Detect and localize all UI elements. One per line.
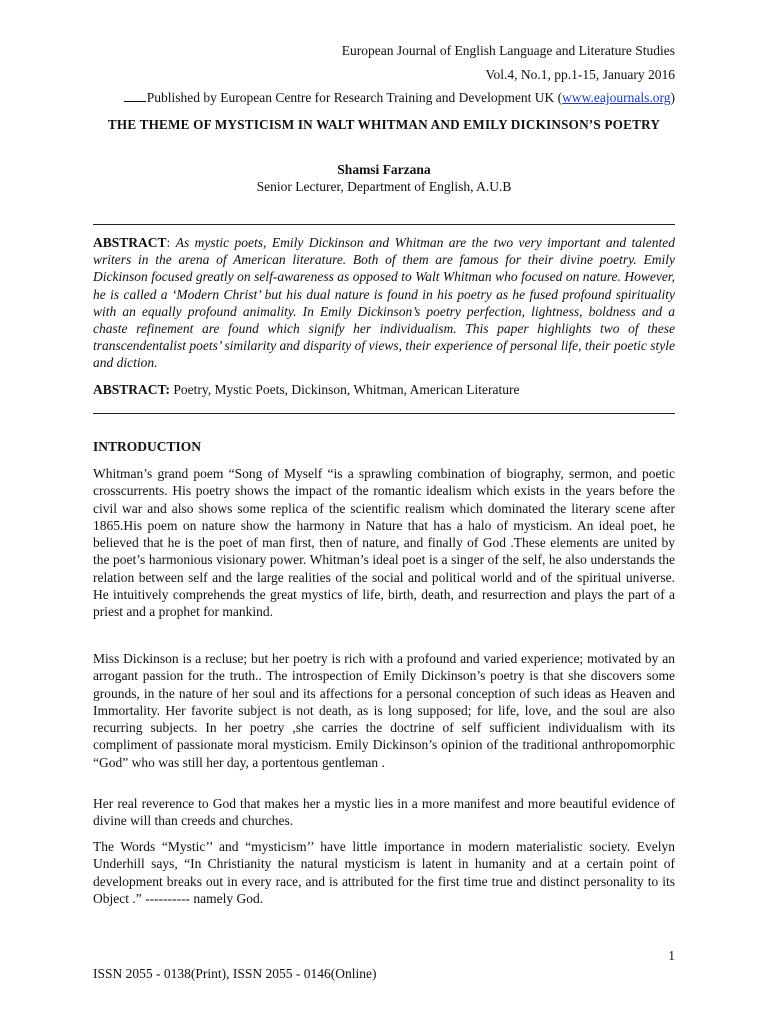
abstract-block bbox=[93, 234, 675, 372]
footer-issn: ISSN 2055 - 0138(Print), ISSN 2055 - 0146(Online) bbox=[93, 966, 377, 981]
keywords-text: Poetry, Mystic Poets, Dickinson, Whitman, American Literature bbox=[170, 382, 520, 397]
intro-paragraph-3: Her real reverence to God that makes her a mystic lies in a more manifest and more beautiful evidence of divine will than creeds and churches. bbox=[93, 796, 675, 829]
intro-paragraph-1: Whitman’s grand poem “Song of Myself “is a sprawling combination of biography, sermon, and poetic crosscurrents. His poetry shows the impact of the romantic idealism which exists in the years before the civil war and also shows some replica of the scientific realism which dominated the literary scene after 1865.His poem on nature show the harmony in Nature that has a halo of mysticism. An ideal poet, he believed that he is the poet of man first, then of nature, and finally of God .These elements are united by the poet’s harmonious visionary power. Whitman’s ideal poet is a singer of the self, he also understands the relation between self and the large realities of the social and political world and of the spiritual universe. He intuitively comprehends the great mystics of life, birth, death, and resurrection and plays the part of a priest and a prophet for mankind. bbox=[93, 466, 675, 620]
abstract-bottom-rule bbox=[93, 413, 675, 414]
journal-name: European Journal of English Language and Literature Studies bbox=[341, 43, 675, 58]
author-affiliation: Senior Lecturer, Department of English, A.U.B bbox=[256, 179, 512, 194]
keywords-block bbox=[93, 381, 675, 398]
abstract-top-rule bbox=[93, 224, 675, 225]
section-heading-introduction: INTRODUCTION bbox=[93, 439, 202, 454]
author-name: Shamsi Farzana bbox=[337, 162, 431, 177]
journal-volume: Vol.4, No.1, pp.1-15, January 2016 bbox=[485, 67, 675, 82]
leader-underline bbox=[124, 101, 146, 102]
abstract-separator: : bbox=[166, 235, 176, 250]
abstract-label: ABSTRACT bbox=[93, 235, 167, 250]
publisher-suffix: ) bbox=[670, 90, 675, 105]
paper-title: THE THEME OF MYSTICISM IN WALT WHITMAN AND EMILY DICKINSON’S POETRY bbox=[107, 117, 661, 132]
publisher-line bbox=[95, 89, 675, 107]
intro-paragraph-2: Miss Dickinson is a recluse; but her poetry is rich with a profound and varied experience; motivated by an arrogant passion for the truth.. The introspection of Emily Dickinson’s poetry is that she discovers some grounds, in the nature of her soul and its affections for a personal conception of such ideas as Heaven and Immortality. Her favorite subject is not death, as is long supposed; for life, love, and the soul are also recurring subjects. In her poetry ,she carries the doctrine of self sufficient individualism with its compliment of passionate moral mysticism. Emily Dickinson’s opinion of the traditional anthropomorphic “God” who was still her day, a portentous gentleman . bbox=[93, 651, 675, 770]
publisher-link[interactable]: www.eajournals.org bbox=[562, 90, 671, 105]
abstract-text: As mystic poets, Emily Dickinson and Whitman are the two very important and talented writers in the arena of American literature. Both of them are famous for their divine poetry. Emily Dickinson focused greatly on self-awareness as opposed to Walt Whitman who focused on nature. However, he is called a ‘Modern Christ’ but his dual nature is found in his poetry as he fused profound spirituality with an equally profound animality. In Emily Dickinson’s poetry perfection, lightness, boldness and a chaste refinement are found which signify her individualism. This paper highlights two of these transcendentalist poets’ similarity and disparity of views, their experience of personal life, their poetic style and diction. bbox=[93, 235, 675, 371]
page-number: 1 bbox=[668, 948, 675, 963]
intro-paragraph-4: The Words “Mystic’’ and “mysticism’’ have little importance in modern materialistic society. Evelyn Underhill says, “In Christianity the natural mysticism is latent in humanity and at a certain point of development breaks out in every race, and is attributed for the first time true and distinct personality to its Object .” ---------- namely God. bbox=[93, 839, 675, 906]
keywords-label: ABSTRACT: bbox=[93, 382, 171, 397]
publisher-prefix: Published by European Centre for Research Training and Development UK ( bbox=[146, 90, 563, 105]
